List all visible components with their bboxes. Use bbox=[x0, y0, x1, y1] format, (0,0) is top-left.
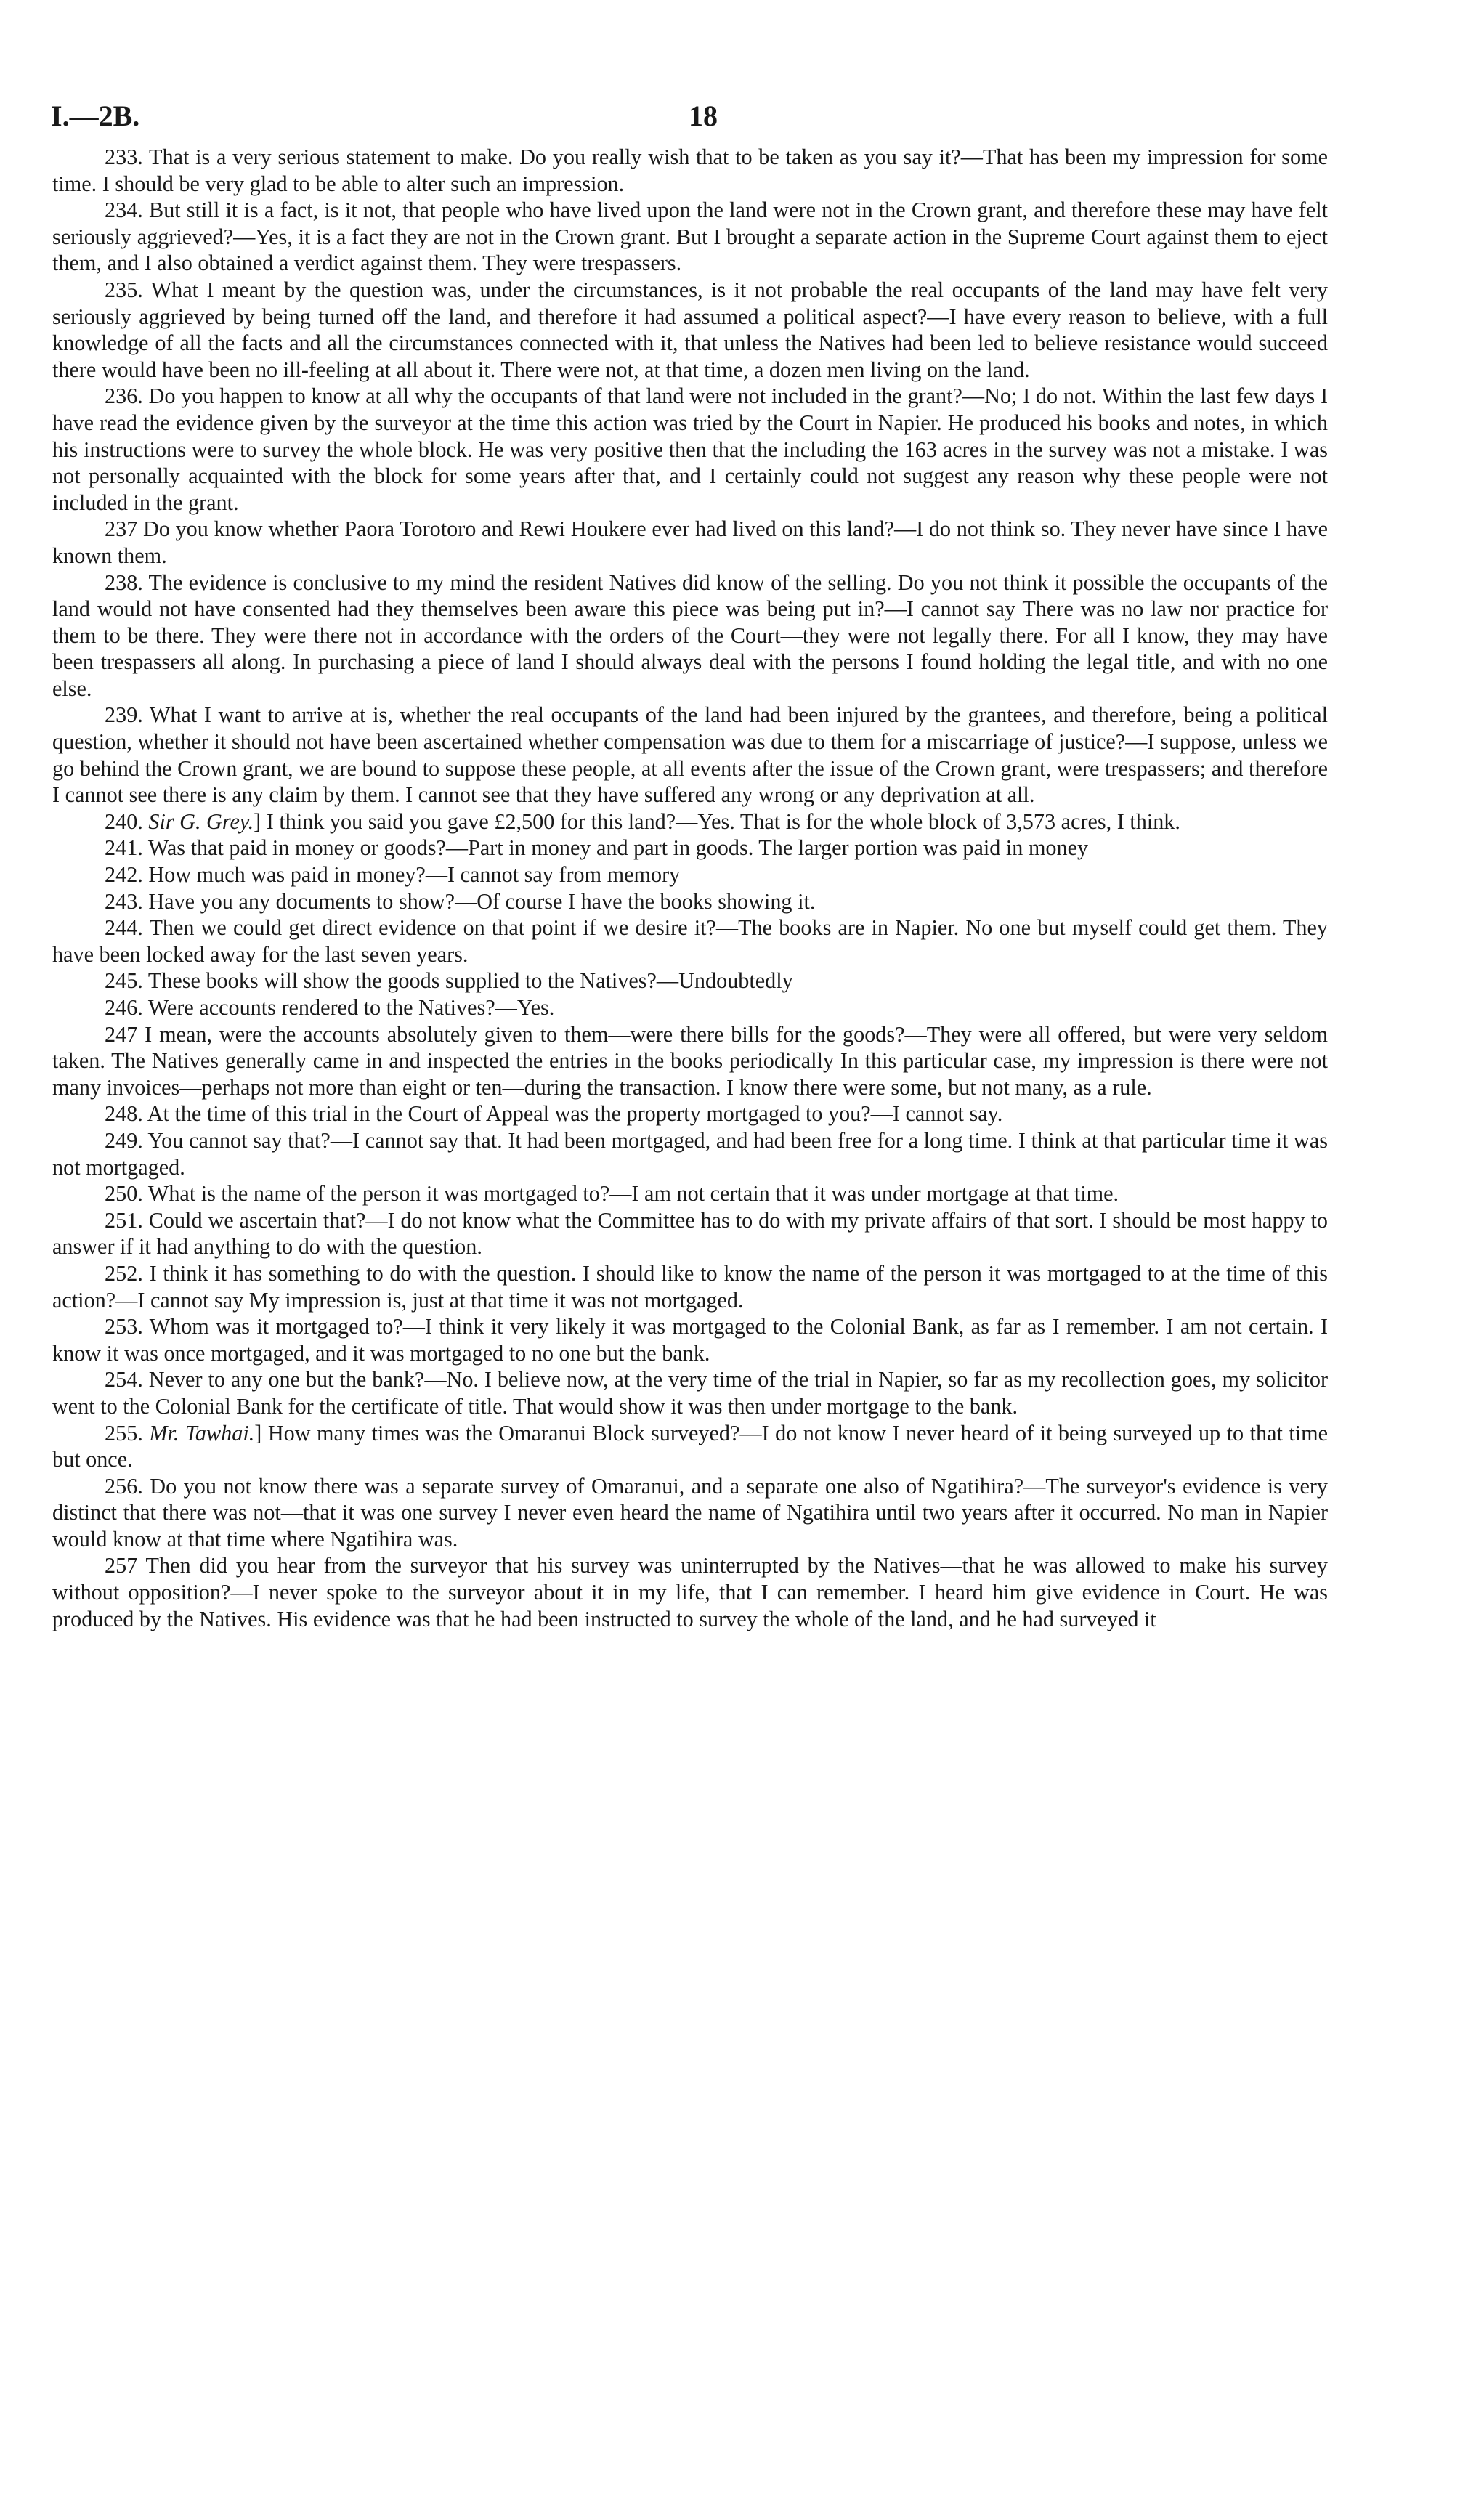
paragraph-249: 249. You cannot say that?—I cannot say that. It had been mortgaged, and had been free for a long time. I think at that particular time it was not mortgaged. bbox=[52, 1127, 1328, 1180]
paragraph-257: 257 Then did you hear from the surveyor that his survey was uninterrupted by the Natives—that he was allowed to make his survey without opposition?—I never spoke to the surveyor about it in my life, that I can remember. I heard him give evidence in Court. He was produced by the Natives. His evidence was that he had been instructed to survey the whole of the land, and he had surveyed it bbox=[52, 1553, 1328, 1631]
paragraph-253: 253. Whom was it mortgaged to?—I think it very likely it was mortgaged to the Colonial Bank, as far as I remember. I am not certain. I know it was once mortgaged, and it was mortgaged to no one but the bank. bbox=[52, 1314, 1328, 1366]
paragraph-234: 234. But still it is a fact, is it not, that people who have lived upon the land were not in the Crown grant, and therefore these may have felt seriously aggrieved?—Yes, it is a fact they are not in the Crown grant. But I brought a separate action in the Supreme Court against them to eject them, and I also obtained a verdict against them. They were trespassers. bbox=[52, 198, 1328, 276]
paragraph-248: 248. At the time of this trial in the Court of Appeal was the property mortgaged to you?—I cannot say. bbox=[105, 1101, 1003, 1127]
document-reference: I.—2B. bbox=[51, 100, 140, 132]
paragraph-256: 256. Do you not know there was a separate survey of Omaranui, and a separate one also of Ngatihira?—The surveyor's evidence is very distinct that there was not—that it was one survey I never even heard the name of Ngatihira until two years after it occurred. No man in Napier would know at that time where Ngatihira was. bbox=[52, 1473, 1328, 1552]
paragraph-254: 254. Never to any one but the bank?—No. I believe now, at the very time of the trial in Napier, so far as my recollection goes, my solicitor went to the Colonial Bank for the certificate of title. That would show it was then under mortgage to the bank. bbox=[52, 1367, 1328, 1419]
paragraph-242: 242. How much was paid in money?—I cannot say from memory bbox=[105, 862, 681, 888]
paragraph-number: 255. bbox=[105, 1420, 143, 1445]
page-header bbox=[51, 99, 1329, 142]
paragraph-238: 238. The evidence is conclusive to my mind the resident Natives did know of the selling. Do you not think it possible the occupants of the land would not have consented had they themselves been aware this piece was being put in?—I cannot say There was no law nor practice for them to be there. They were there not in accordance with the orders of the Court—they were not legally there. For all I know, they may have been trespassers all along. In purchasing a piece of land I should always deal with the persons I found holding the legal title, and with no one else. bbox=[52, 569, 1328, 701]
paragraph-237: 237 Do you know whether Paora Torotoro and Rewi Houkere ever had lived on this land?—I do not think so. They never have since I have known them. bbox=[52, 516, 1328, 568]
paragraph-text: ] How many times was the Omaranui Block surveyed?—I do not know I never heard of it being surveyed up to that time but once. bbox=[52, 1420, 1328, 1472]
paragraph-240 bbox=[52, 808, 1328, 835]
speaker-name: Sir G. Grey. bbox=[148, 808, 254, 834]
paragraph-233: 233. That is a very serious statement to make. Do you really wish that to be taken as you say it?—That has been my impression for some time. I should be very glad to be able to alter such an impression. bbox=[52, 145, 1328, 196]
paragraph-244: 244. Then we could get direct evidence on that point if we desire it?—The books are in Napier. No one but myself could get them. They have been locked away for the last seven years. bbox=[52, 915, 1328, 967]
paragraph-251: 251. Could we ascertain that?—I do not know what the Committee has to do with my private affairs of that sort. I should be most happy to answer if it had anything to do with the question. bbox=[52, 1207, 1328, 1260]
paragraph-252: 252. I think it has something to do with the question. I should like to know the name of the person it was mortgaged to at the time of this action?—I cannot say My impression is, just at that time it was not mortgaged. bbox=[52, 1260, 1328, 1313]
paragraph-235: 235. What I meant by the question was, under the circumstances, is it not probable the real occupants of the land may have felt very seriously aggrieved by being turned off the land, and therefore it had assumed a political aspect?—I have every reason to believe, with a full knowledge of all the facts and all the circumstances connected with it, that unless the Natives had been led to believe resistance would succeed there would have been no ill-feeling at all about it. There were not, at that time, a dozen men living on the land. bbox=[52, 277, 1328, 382]
paragraph-255 bbox=[52, 1420, 1328, 1473]
paragraph-250: 250. What is the name of the person it was mortgaged to?—I am not certain that it was under mortgage at that time. bbox=[105, 1181, 1119, 1207]
speaker-name: Mr. Tawhai. bbox=[149, 1420, 255, 1445]
paragraph-236: 236. Do you happen to know at all why the occupants of that land were not included in the grant?—No; I do not. Within the last few days I have read the evidence given by the surveyor at the time this action was tried by the Court in Napier. He produced his books and notes, in which his instructions were to survey the whole block. He was very positive then that the including the 163 acres in the survey was not a mistake. I was not personally acquainted with the block for some years after that, and I certainly could not suggest any reason why these people were not included in the grant. bbox=[52, 384, 1328, 515]
paragraph-246: 246. Were accounts rendered to the Natives?—Yes. bbox=[105, 995, 555, 1020]
document-body bbox=[52, 144, 1328, 1632]
paragraph-245: 245. These books will show the goods supplied to the Natives?—Undoubtedly bbox=[105, 968, 793, 994]
paragraph-number: 240. bbox=[105, 808, 143, 834]
paragraph-text: ] I think you said you gave £2,500 for this land?—Yes. That is for the whole block of 3,573 acres, I think. bbox=[254, 808, 1180, 834]
paragraph-241: 241. Was that paid in money or goods?—Part in money and part in goods. The larger portion was paid in money bbox=[105, 835, 1089, 861]
page-number: 18 bbox=[689, 100, 718, 132]
paragraph-239: 239. What I want to arrive at is, whether the real occupants of the land had been injured by the grantees, and therefore, being a political question, whether it should not have been ascertained whether compensation was due to them for a miscarriage of justice?—I suppose, unless we go behind the Crown grant, we are bound to suppose these people, at all events after the issue of the Crown grant, were trespassers; and therefore I cannot see there is any claim by them. I cannot see that they have suffered any wrong or any deprivation at all. bbox=[52, 702, 1328, 808]
paragraph-243: 243. Have you any documents to show?—Of course I have the books showing it. bbox=[105, 888, 816, 914]
paragraph-247: 247 I mean, were the accounts absolutely given to them—were there bills for the goods?—They were all offered, but were very seldom taken. The Natives generally came in and inspected the entries in the books periodically In this particular case, my impression is there were not many invoices—perhaps not more than eight or ten—during the transaction. I know there were some, but not many, as a rule. bbox=[52, 1021, 1328, 1100]
